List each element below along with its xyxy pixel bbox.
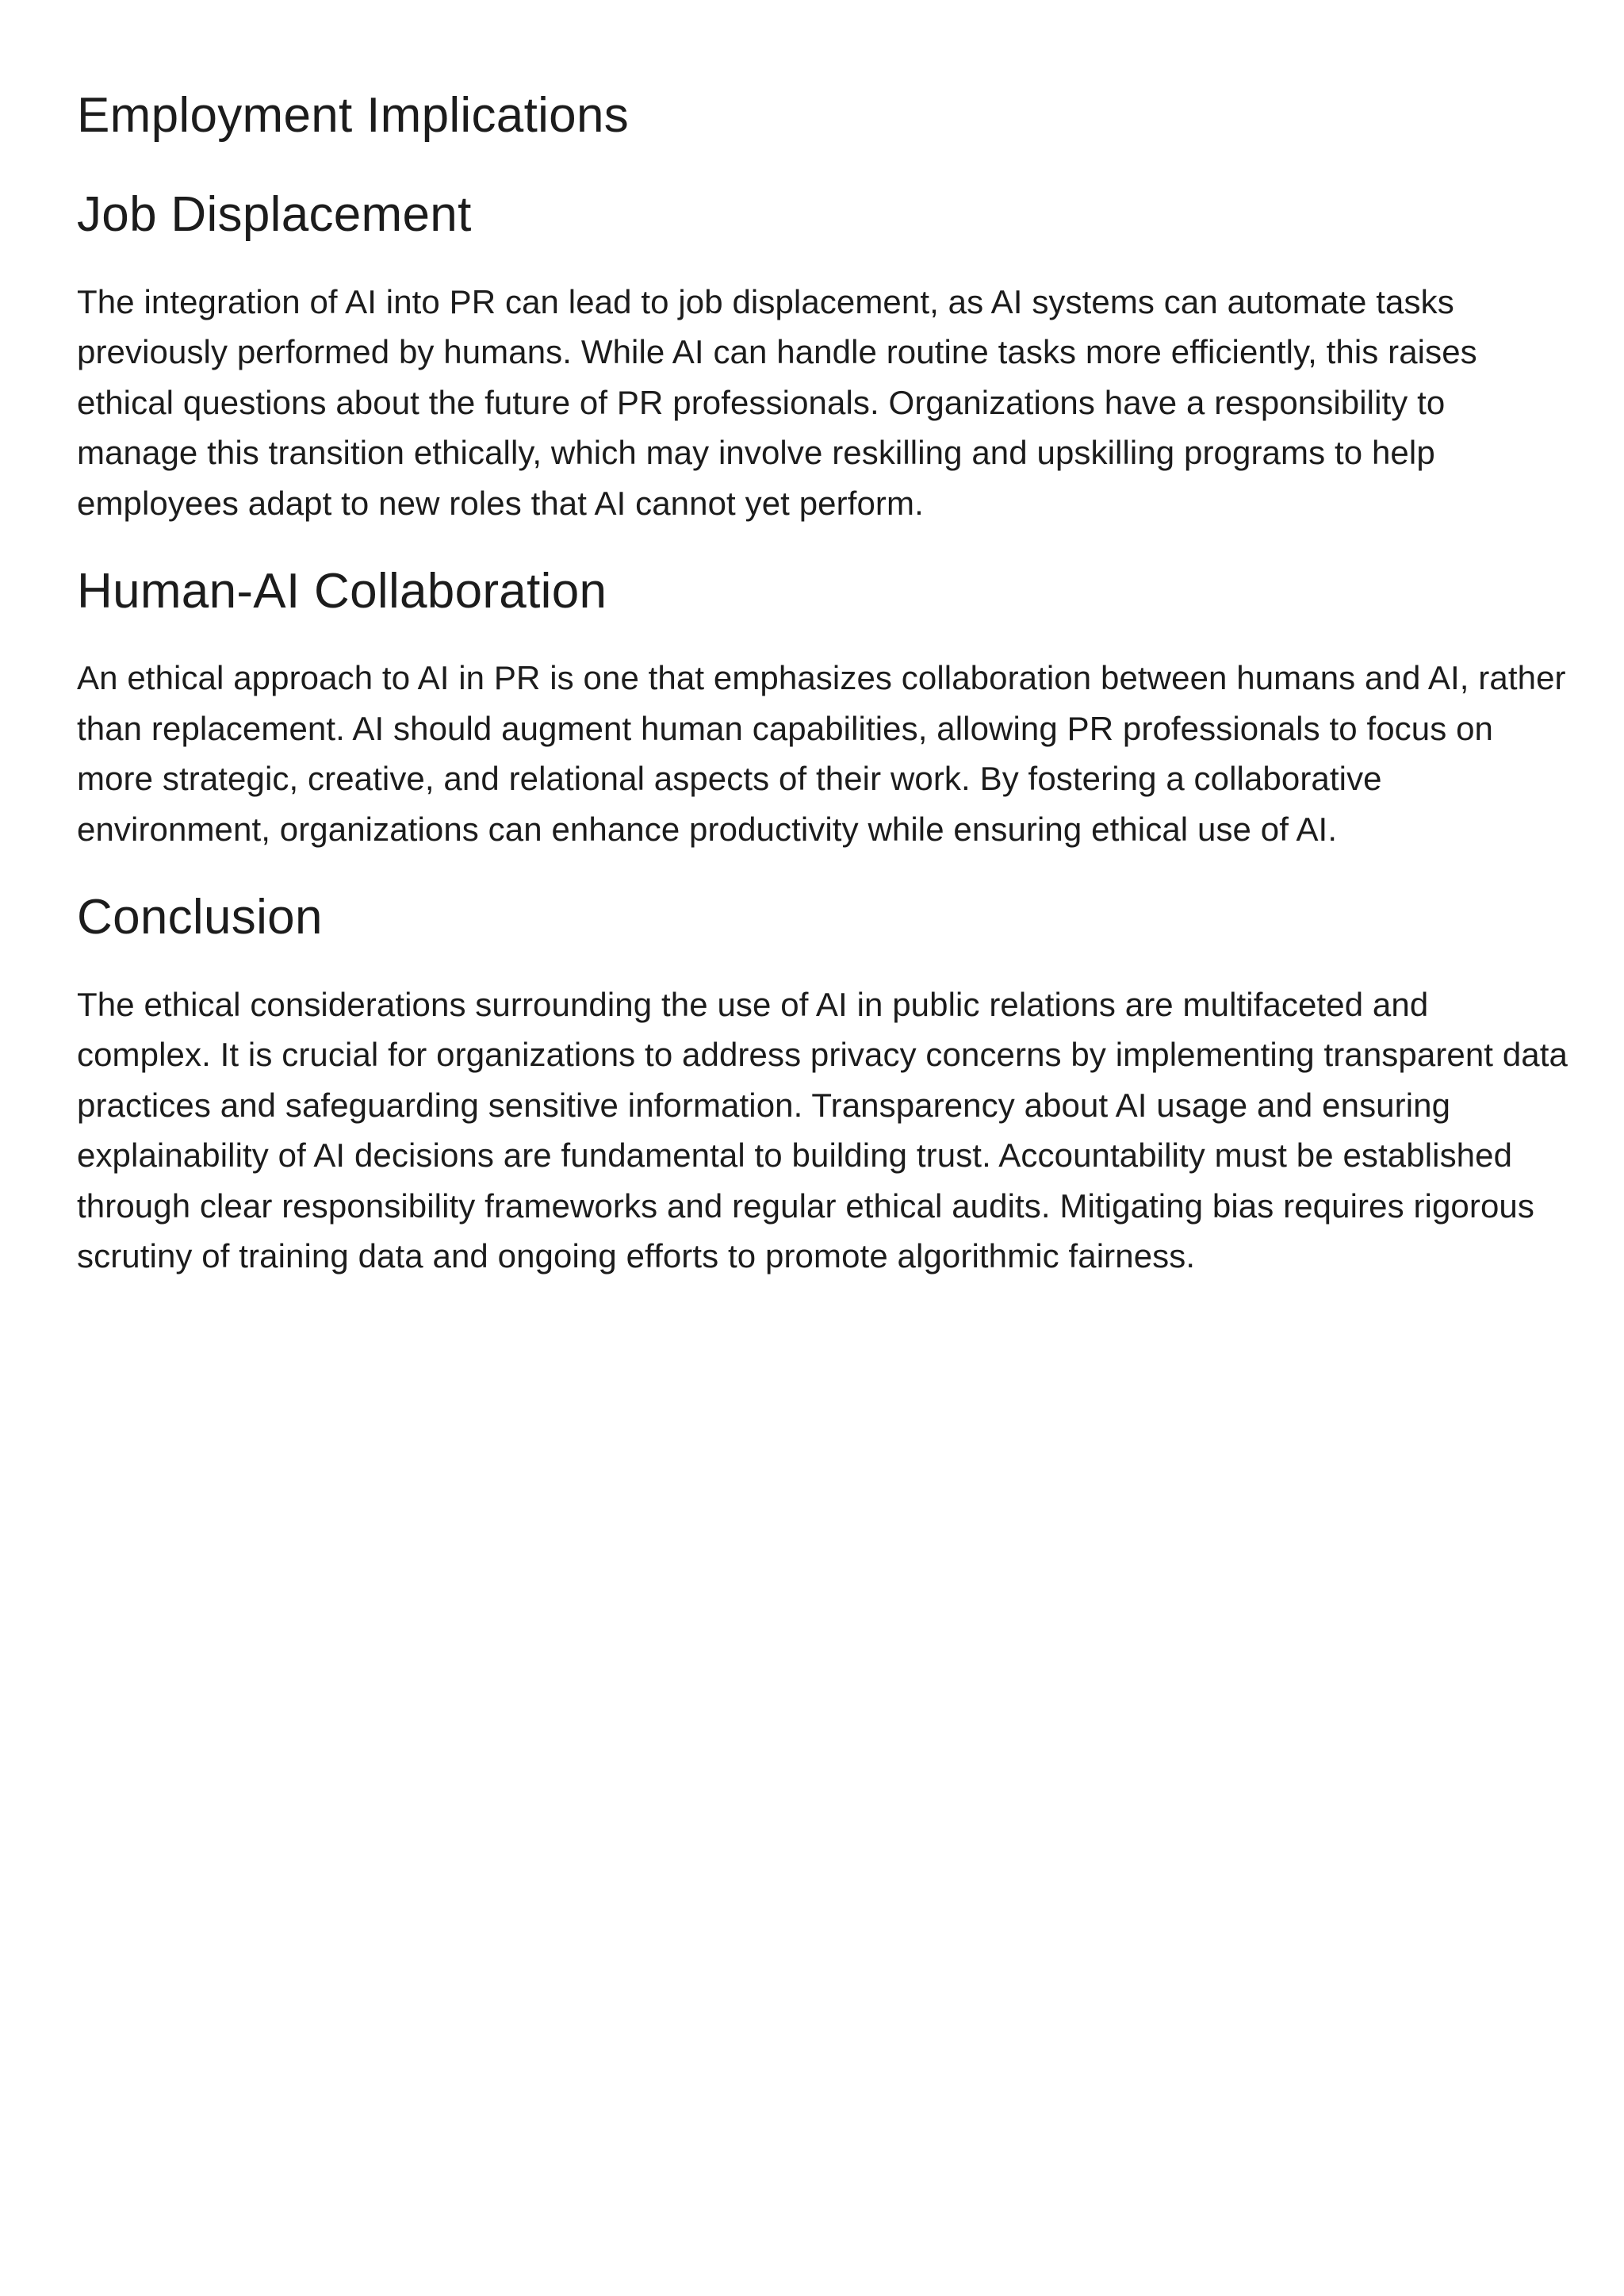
section-body: The integration of AI into PR can lead to job displacement, as AI systems can automate tasks previously performed by humans. While AI can handle routine tasks more efficiently, this raises ethical questions about the future of PR professionals. Organizations have a responsibility to manage this transition ethically, which may involve reskilling and upskilling programs to help employees adapt to new roles that AI cannot yet perform.	[77, 282, 1477, 522]
document-page	[77, 87, 1568, 1317]
page-title: Employment Implications	[77, 88, 630, 143]
section-human-ai-collaboration	[77, 563, 1568, 854]
section-job-displacement	[77, 186, 1568, 528]
section-heading: Job Displacement	[77, 187, 472, 243]
section-conclusion	[77, 889, 1568, 1281]
section-heading: Human-AI Collaboration	[77, 564, 607, 619]
section-body: An ethical approach to AI in PR is one that emphasizes collaboration between humans and AI, rather than replacement. AI should augment human capabilities, allowing PR professionals to focus on more strategic, creative, and relational aspects of their work. By fostering a collaborative environment, organizations can enhance productivity while ensuring ethical use of AI.	[77, 659, 1566, 848]
section-body: The ethical considerations surrounding the use of AI in public relations are multifaceted and complex. It is crucial for organizations to address privacy concerns by implementing transparent data practices and safeguarding sensitive information. Transparency about AI usage and ensuring explainability of AI decisions are fundamental to building trust. Accountability must be established through clear responsibility frameworks and regular ethical audits. Mitigating bias requires rigorous scrutiny of training data and ongoing efforts to promote algorithmic fairness.	[77, 985, 1568, 1275]
section-heading: Conclusion	[77, 890, 323, 945]
